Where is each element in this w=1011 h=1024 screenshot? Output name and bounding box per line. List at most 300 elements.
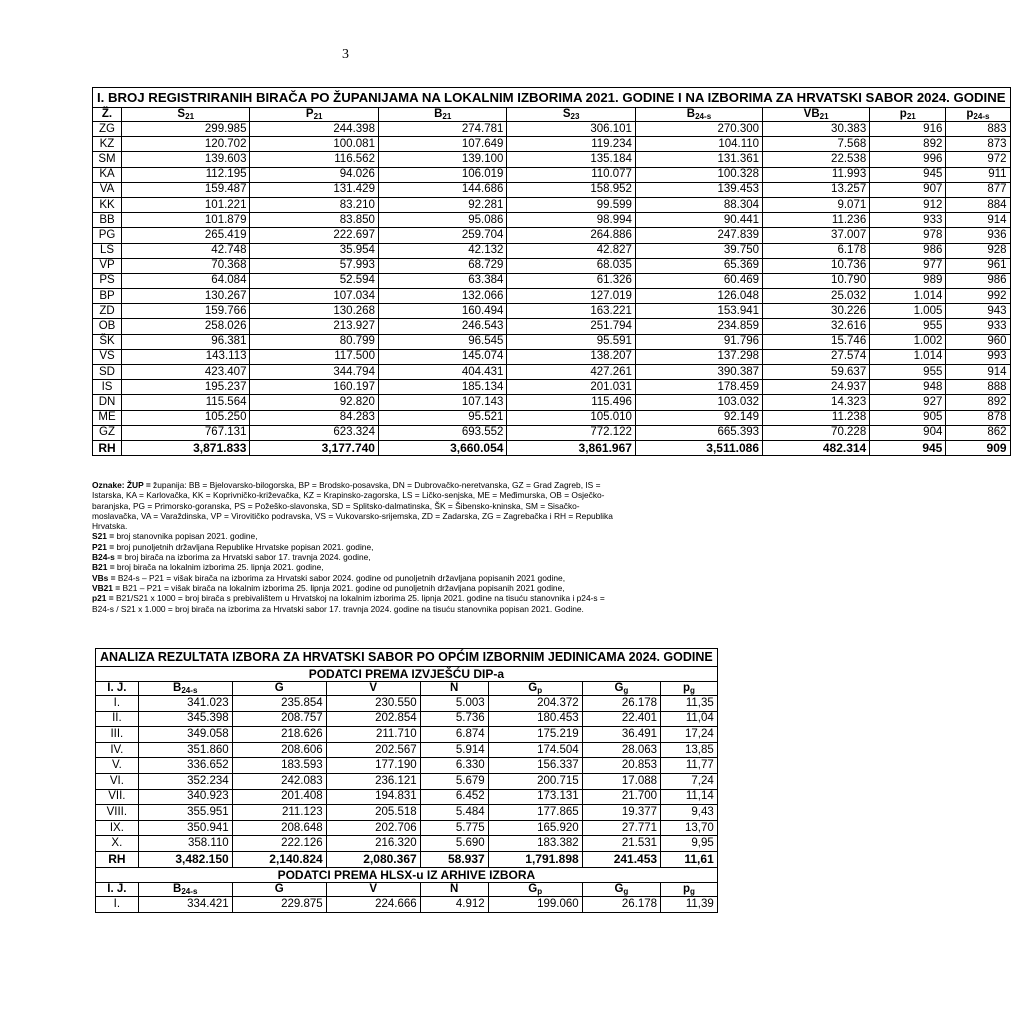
county-label: SM [93, 152, 122, 167]
county-cell: 873 [946, 137, 1010, 152]
unit-cell: 345.398 [138, 711, 232, 727]
county-cell: 928 [946, 243, 1010, 258]
table-row [93, 380, 1011, 395]
unit-cell: 11,77 [661, 758, 718, 774]
table-row [93, 122, 1011, 137]
legend-note: Oznake: ŽUP = županija: BB = Bjelovarsko-bilogorska, BP = Brodsko-posavska, DN = Dubrovačko-neretvanska, GZ = Grad Zagreb, IS = Istarska, KA = Karlovačka, KK = Koprivničko-križevačka, KZ = Krapinsko-zagorska, LS = Ličko-senjska, ME = Međimurska, OB = Osječko-baranjska, PG = Primorsko-goranska, PS = Požeško-slavonska, SD = Splitsko-dalmatinska, ŠK = Šibensko-kninska, SM = Sisačko-moslavačka, VA = Varaždinska, VP = Virovitičko podravska, VS = Vukovarsko-srijemska, ZD = Zadarska, ZG = Zagrebačka i RH = Republika Hrvatska. [92, 480, 613, 532]
legend-note: B24-s = broj birača na izborima za Hrvatski sabor 17. travnja 2024. godine, [92, 552, 371, 563]
county-cell: 11.993 [763, 167, 870, 182]
table2-header-row-2 [96, 883, 718, 897]
county-label: PS [93, 273, 122, 288]
unit-cell: 36.491 [582, 727, 660, 743]
county-label: IS [93, 380, 122, 395]
county-cell: 138.207 [507, 349, 635, 364]
table-row [96, 711, 718, 727]
table2-column-header: $B_{24-s}$ [138, 883, 232, 897]
county-cell: 264.886 [507, 228, 635, 243]
county-cell: 137.298 [635, 349, 762, 364]
total-cell: 3,177.740 [250, 440, 378, 455]
county-cell: 11.236 [763, 213, 870, 228]
county-cell: 91.796 [635, 334, 762, 349]
unit-label: VI. [96, 773, 139, 789]
county-cell: 222.697 [250, 228, 378, 243]
unit-cell: 11,35 [661, 696, 718, 712]
legend-note: B21 = broj birača na lokalnim izborima 25. lipnja 2021. godine, [92, 562, 324, 573]
county-cell: 933 [870, 213, 946, 228]
county-cell: 159.487 [122, 182, 250, 197]
table-row [96, 696, 718, 712]
table2-column-header: $p_g$ [661, 682, 718, 696]
total-cell: 58.937 [420, 851, 488, 867]
county-cell: 344.794 [250, 365, 378, 380]
county-cell: 11.238 [763, 410, 870, 425]
county-cell: 39.750 [635, 243, 762, 258]
county-cell: 52.594 [250, 273, 378, 288]
county-cell: 877 [946, 182, 1010, 197]
county-cell: 943 [946, 304, 1010, 319]
table-row [93, 182, 1011, 197]
unit-cell: 27.771 [582, 820, 660, 836]
county-cell: 115.564 [122, 395, 250, 410]
county-cell: 131.429 [250, 182, 378, 197]
table-row [93, 213, 1011, 228]
unit-cell: 230.550 [326, 696, 420, 712]
county-cell: 993 [946, 349, 1010, 364]
county-cell: 95.086 [378, 213, 506, 228]
county-cell: 1.014 [870, 349, 946, 364]
table-row [96, 789, 718, 805]
county-cell: 772.122 [507, 425, 635, 440]
county-label: VP [93, 258, 122, 273]
county-cell: 247.839 [635, 228, 762, 243]
county-cell: 92.281 [378, 197, 506, 212]
table-row [96, 820, 718, 836]
table-row [93, 334, 1011, 349]
county-cell: 888 [946, 380, 1010, 395]
unit-label: V. [96, 758, 139, 774]
total-label: RH [96, 851, 139, 867]
table-row [93, 395, 1011, 410]
table2-subtitle-hlsx: PODATCI PREMA HLSX-u IZ ARHIVE IZBORA [96, 867, 718, 883]
county-cell: 961 [946, 258, 1010, 273]
county-label: GZ [93, 425, 122, 440]
county-cell: 423.407 [122, 365, 250, 380]
table-row [96, 897, 718, 913]
total-cell: 3,871.833 [122, 440, 250, 455]
county-cell: 160.494 [378, 304, 506, 319]
unit-cell: 202.567 [326, 742, 420, 758]
total-cell: 3,482.150 [138, 851, 232, 867]
unit-cell: 349.058 [138, 727, 232, 743]
county-cell: 936 [946, 228, 1010, 243]
table-row [93, 410, 1011, 425]
table2-title: ANALIZA REZULTATA IZBORA ZA HRVATSKI SABOR PO OPĆIM IZBORNIM JEDINICAMA 2024. GODINE [96, 649, 718, 667]
unit-cell: 11,14 [661, 789, 718, 805]
unit-cell: 26.178 [582, 696, 660, 712]
table1-column-header: $p_{21}$ [870, 108, 946, 122]
unit-cell: 199.060 [488, 897, 582, 913]
table-row [93, 273, 1011, 288]
county-cell: 35.954 [250, 243, 378, 258]
county-cell: 246.543 [378, 319, 506, 334]
table2-column-header: $G_p$ [488, 883, 582, 897]
county-cell: 96.381 [122, 334, 250, 349]
county-cell: 251.794 [507, 319, 635, 334]
unit-cell: 5.003 [420, 696, 488, 712]
county-cell: 883 [946, 122, 1010, 137]
county-cell: 693.552 [378, 425, 506, 440]
county-cell: 98.994 [507, 213, 635, 228]
county-cell: 95.521 [378, 410, 506, 425]
county-label: VA [93, 182, 122, 197]
county-cell: 42.132 [378, 243, 506, 258]
county-cell: 57.993 [250, 258, 378, 273]
county-cell: 120.702 [122, 137, 250, 152]
unit-cell: 224.666 [326, 897, 420, 913]
county-cell: 115.496 [507, 395, 635, 410]
table1-column-header: $B_{24-s}$ [635, 108, 762, 122]
unit-cell: 11,39 [661, 897, 718, 913]
unit-cell: 218.626 [232, 727, 326, 743]
county-cell: 892 [946, 395, 1010, 410]
unit-cell: 5.679 [420, 773, 488, 789]
county-cell: 107.649 [378, 137, 506, 152]
county-cell: 14.323 [763, 395, 870, 410]
unit-cell: 180.453 [488, 711, 582, 727]
unit-cell: 175.219 [488, 727, 582, 743]
county-cell: 13.257 [763, 182, 870, 197]
county-cell: 132.066 [378, 289, 506, 304]
unit-cell: 235.854 [232, 696, 326, 712]
county-cell: 884 [946, 197, 1010, 212]
county-cell: 127.019 [507, 289, 635, 304]
county-cell: 65.369 [635, 258, 762, 273]
county-cell: 234.859 [635, 319, 762, 334]
table-row [93, 319, 1011, 334]
county-label: ME [93, 410, 122, 425]
county-cell: 70.228 [763, 425, 870, 440]
county-cell: 992 [946, 289, 1010, 304]
page-number: 3 [342, 47, 349, 62]
unit-cell: 21.700 [582, 789, 660, 805]
total-cell: 945 [870, 440, 946, 455]
table-row [93, 228, 1011, 243]
county-cell: 960 [946, 334, 1010, 349]
county-cell: 139.453 [635, 182, 762, 197]
table-row [93, 258, 1011, 273]
county-cell: 126.048 [635, 289, 762, 304]
county-cell: 244.398 [250, 122, 378, 137]
county-cell: 130.268 [250, 304, 378, 319]
table-row [93, 304, 1011, 319]
table2-column-header: I. J. [96, 883, 139, 897]
table-row [93, 137, 1011, 152]
unit-cell: 173.131 [488, 789, 582, 805]
county-cell: 92.149 [635, 410, 762, 425]
unit-cell: 340.923 [138, 789, 232, 805]
table1-total-row [93, 440, 1011, 455]
county-cell: 117.500 [250, 349, 378, 364]
table2-column-header: $G_g$ [582, 682, 660, 696]
legend-note: S21 = broj stanovnika popisan 2021. godine, [92, 531, 258, 542]
table-row [96, 805, 718, 821]
table1-column-header: $VB_{21}$ [763, 108, 870, 122]
county-cell: 1.014 [870, 289, 946, 304]
county-cell: 131.361 [635, 152, 762, 167]
unit-cell: 336.652 [138, 758, 232, 774]
county-cell: 144.686 [378, 182, 506, 197]
county-cell: 911 [946, 167, 1010, 182]
county-cell: 145.074 [378, 349, 506, 364]
county-cell: 105.010 [507, 410, 635, 425]
unit-cell: 202.706 [326, 820, 420, 836]
county-cell: 130.267 [122, 289, 250, 304]
table1-column-header: $P_{21}$ [250, 108, 378, 122]
total-cell: 3,861.967 [507, 440, 635, 455]
legend-note: p21 = B21/S21 x 1000 = broj birača s prebivalištem u Hrvatskoj na lokalnim izborima 25. lipnja 2021. godine na tisuću stanovnika i p24-s = B24-s / S21 x 1.000 = broj birača na izborima za Hrvatski sabor 17. travnja 2024. godine na tisuću stanovnika popisan 2021. Godine. [92, 593, 605, 614]
county-cell: 24.937 [763, 380, 870, 395]
county-cell: 80.799 [250, 334, 378, 349]
unit-label: X. [96, 836, 139, 852]
table2-column-header: V [326, 682, 420, 696]
table-row [93, 243, 1011, 258]
county-cell: 99.599 [507, 197, 635, 212]
unit-label: VIII. [96, 805, 139, 821]
county-cell: 110.077 [507, 167, 635, 182]
table2-column-header: G [232, 883, 326, 897]
county-cell: 112.195 [122, 167, 250, 182]
table2-subtitle-dip: PODATCI PREMA IZVJEŠĆU DIP-a [96, 667, 718, 682]
unit-cell: 4.912 [420, 897, 488, 913]
county-cell: 178.459 [635, 380, 762, 395]
unit-cell: 156.337 [488, 758, 582, 774]
unit-cell: 9,43 [661, 805, 718, 821]
county-label: ZD [93, 304, 122, 319]
table-row [93, 365, 1011, 380]
county-cell: 68.729 [378, 258, 506, 273]
table-row [96, 773, 718, 789]
county-label: BB [93, 213, 122, 228]
county-cell: 1.002 [870, 334, 946, 349]
county-cell: 116.562 [250, 152, 378, 167]
county-cell: 904 [870, 425, 946, 440]
unit-cell: 9,95 [661, 836, 718, 852]
county-cell: 986 [870, 243, 946, 258]
total-cell: 482.314 [763, 440, 870, 455]
county-cell: 270.300 [635, 122, 762, 137]
county-cell: 15.746 [763, 334, 870, 349]
county-cell: 139.603 [122, 152, 250, 167]
unit-label: I. [96, 696, 139, 712]
unit-cell: 183.382 [488, 836, 582, 852]
county-cell: 972 [946, 152, 1010, 167]
county-cell: 299.985 [122, 122, 250, 137]
unit-cell: 13,85 [661, 742, 718, 758]
unit-cell: 194.831 [326, 789, 420, 805]
table2-column-header: N [420, 682, 488, 696]
table1-column-header: $p_{24-s}$ [946, 108, 1010, 122]
legend-note: P21 = broj punoljetnih državljana Republike Hrvatske popisan 2021. godine, [92, 541, 374, 552]
county-cell: 90.441 [635, 213, 762, 228]
county-cell: 427.261 [507, 365, 635, 380]
total-cell: 909 [946, 440, 1010, 455]
county-label: KZ [93, 137, 122, 152]
county-cell: 9.071 [763, 197, 870, 212]
county-cell: 96.545 [378, 334, 506, 349]
unit-cell: 5.484 [420, 805, 488, 821]
county-cell: 986 [946, 273, 1010, 288]
unit-cell: 201.408 [232, 789, 326, 805]
county-cell: 914 [946, 365, 1010, 380]
county-label: KA [93, 167, 122, 182]
total-cell: 241.453 [582, 851, 660, 867]
unit-cell: 5.690 [420, 836, 488, 852]
unit-cell: 242.083 [232, 773, 326, 789]
county-cell: 95.591 [507, 334, 635, 349]
county-cell: 977 [870, 258, 946, 273]
county-cell: 135.184 [507, 152, 635, 167]
county-cell: 914 [946, 213, 1010, 228]
table-row [93, 425, 1011, 440]
table2-column-header: V [326, 883, 420, 897]
table2-column-header: G [232, 682, 326, 696]
county-cell: 119.234 [507, 137, 635, 152]
unit-cell: 5.736 [420, 711, 488, 727]
unit-cell: 202.854 [326, 711, 420, 727]
county-cell: 94.026 [250, 167, 378, 182]
county-cell: 213.927 [250, 319, 378, 334]
total-label: RH [93, 440, 122, 455]
legend-note: VBs = B24-s – P21 = višak birača na izborima za Hrvatski sabor 2024. godine od punoljetnih državljana popisanih 2021 godine, [92, 572, 566, 583]
unit-cell: 183.593 [232, 758, 326, 774]
table1-header-row [93, 108, 1011, 122]
county-cell: 100.081 [250, 137, 378, 152]
total-cell: 3,660.054 [378, 440, 506, 455]
county-cell: 160.197 [250, 380, 378, 395]
county-label: VS [93, 349, 122, 364]
county-cell: 63.384 [378, 273, 506, 288]
unit-label: IX. [96, 820, 139, 836]
county-cell: 185.134 [378, 380, 506, 395]
unit-label: II. [96, 711, 139, 727]
county-cell: 905 [870, 410, 946, 425]
table2-header-row [96, 682, 718, 696]
county-label: DN [93, 395, 122, 410]
unit-cell: 165.920 [488, 820, 582, 836]
unit-cell: 208.757 [232, 711, 326, 727]
table2-column-header: $G_p$ [488, 682, 582, 696]
county-cell: 978 [870, 228, 946, 243]
table-row [93, 197, 1011, 212]
table2-column-header: $G_g$ [582, 883, 660, 897]
unit-cell: 174.504 [488, 742, 582, 758]
county-cell: 955 [870, 319, 946, 334]
county-cell: 6.178 [763, 243, 870, 258]
county-cell: 143.113 [122, 349, 250, 364]
county-cell: 84.283 [250, 410, 378, 425]
county-cell: 907 [870, 182, 946, 197]
county-cell: 106.019 [378, 167, 506, 182]
unit-cell: 21.531 [582, 836, 660, 852]
unit-cell: 6.874 [420, 727, 488, 743]
county-cell: 989 [870, 273, 946, 288]
unit-cell: 19.377 [582, 805, 660, 821]
county-cell: 201.031 [507, 380, 635, 395]
county-cell: 862 [946, 425, 1010, 440]
county-cell: 105.250 [122, 410, 250, 425]
county-cell: 665.393 [635, 425, 762, 440]
unit-cell: 216.320 [326, 836, 420, 852]
legend-notes [92, 480, 617, 614]
unit-cell: 358.110 [138, 836, 232, 852]
unit-label: VII. [96, 789, 139, 805]
election-analysis-table [95, 648, 718, 913]
county-cell: 274.781 [378, 122, 506, 137]
table-row [96, 758, 718, 774]
unit-cell: 5.775 [420, 820, 488, 836]
unit-cell: 20.853 [582, 758, 660, 774]
county-label: OB [93, 319, 122, 334]
county-cell: 22.538 [763, 152, 870, 167]
county-cell: 139.100 [378, 152, 506, 167]
total-cell: 2,080.367 [326, 851, 420, 867]
county-cell: 153.941 [635, 304, 762, 319]
unit-cell: 7,24 [661, 773, 718, 789]
unit-cell: 211.123 [232, 805, 326, 821]
county-cell: 70.368 [122, 258, 250, 273]
county-cell: 623.324 [250, 425, 378, 440]
unit-cell: 334.421 [138, 897, 232, 913]
county-cell: 88.304 [635, 197, 762, 212]
county-cell: 159.766 [122, 304, 250, 319]
county-cell: 258.026 [122, 319, 250, 334]
county-cell: 101.879 [122, 213, 250, 228]
county-cell: 37.007 [763, 228, 870, 243]
county-label: LS [93, 243, 122, 258]
unit-cell: 208.648 [232, 820, 326, 836]
unit-cell: 17,24 [661, 727, 718, 743]
unit-cell: 200.715 [488, 773, 582, 789]
county-cell: 404.431 [378, 365, 506, 380]
county-cell: 259.704 [378, 228, 506, 243]
county-cell: 767.131 [122, 425, 250, 440]
county-cell: 945 [870, 167, 946, 182]
county-cell: 265.419 [122, 228, 250, 243]
county-cell: 68.035 [507, 258, 635, 273]
unit-cell: 17.088 [582, 773, 660, 789]
unit-cell: 236.121 [326, 773, 420, 789]
unit-cell: 6.330 [420, 758, 488, 774]
county-cell: 158.952 [507, 182, 635, 197]
unit-cell: 350.941 [138, 820, 232, 836]
total-cell: 11,61 [661, 851, 718, 867]
unit-cell: 5.914 [420, 742, 488, 758]
county-cell: 61.326 [507, 273, 635, 288]
county-label: PG [93, 228, 122, 243]
table1-column-header: $S_{21}$ [122, 108, 250, 122]
table1-column-header: $S_{23}$ [507, 108, 635, 122]
county-cell: 42.827 [507, 243, 635, 258]
county-cell: 30.383 [763, 122, 870, 137]
table-row [96, 836, 718, 852]
unit-label: IV. [96, 742, 139, 758]
county-cell: 996 [870, 152, 946, 167]
county-cell: 101.221 [122, 197, 250, 212]
county-cell: 163.221 [507, 304, 635, 319]
county-cell: 1.005 [870, 304, 946, 319]
county-label: ŠK [93, 334, 122, 349]
table-row [93, 167, 1011, 182]
